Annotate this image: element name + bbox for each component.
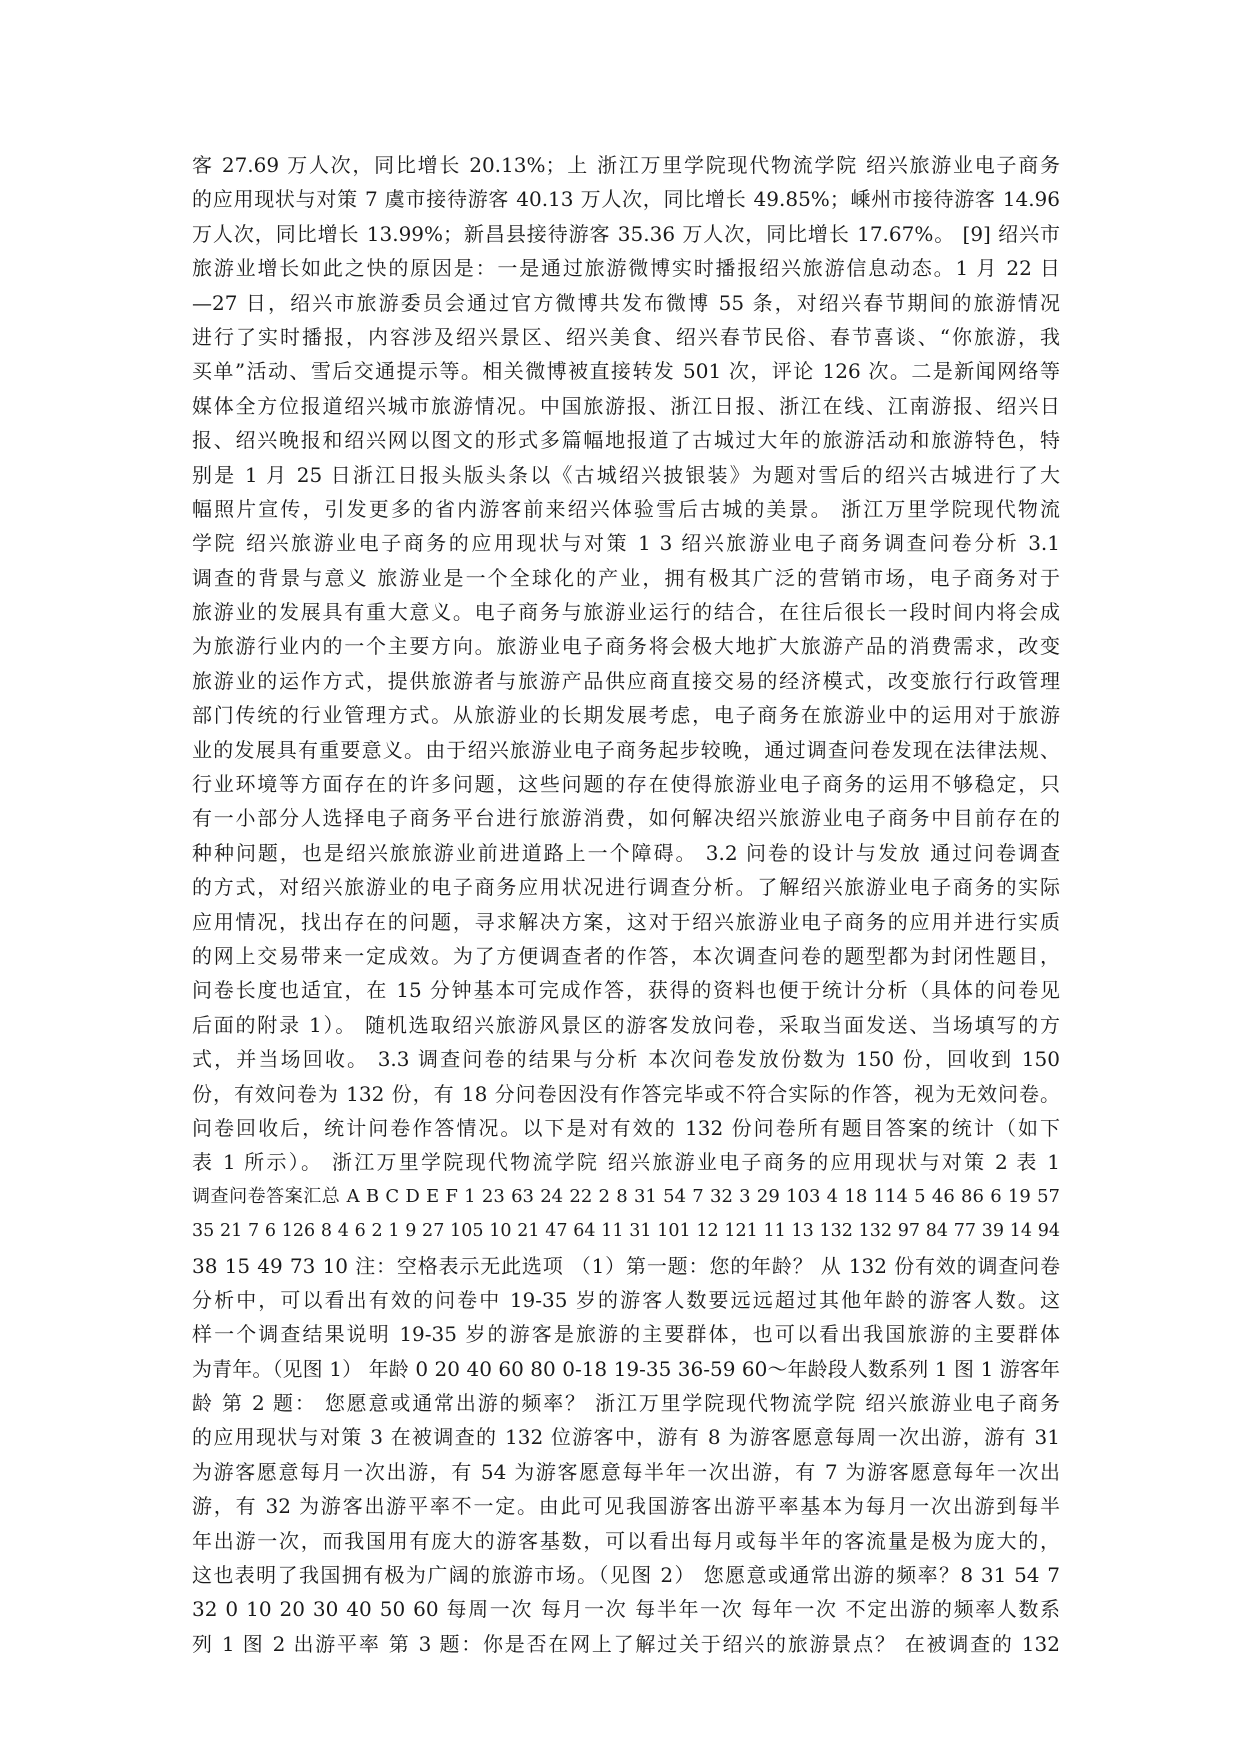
text-line: 旅游业的运作方式，提供旅游者与旅游产品供应商直接交易的经济模式，改变旅行行政管理 — [192, 668, 1060, 693]
text-line: 幅照片宣传，引发更多的省内游客前来绍兴体验雪后古城的美景。 浙江万里学院现代物流 — [192, 496, 1060, 521]
text-line: 游，有 32 为游客出游平率不一定。由此可见我国游客出游平率基本为每月一次出游到每半 — [192, 1494, 1060, 1519]
text-line: 后面的附录 1）。 随机选取绍兴旅游风景区的游客发放问卷，采取当面发送、当场填写的方 — [192, 1012, 1060, 1037]
text-line: 有一小部分人选择电子商务平台进行旅游消费，如何解决绍兴旅游业电子商务中目前存在的 — [192, 806, 1060, 831]
text-line: 的网上交易带来一定成效。为了方便调查者的作答，本次调查问卷的题型都为封闭性题目， — [192, 943, 1060, 968]
text-line: 客 27.69 万人次，同比增长 20.13%；上 浙江万里学院现代物流学院 绍兴旅游业电子商务 — [192, 153, 1060, 177]
body-text — [192, 148, 1060, 1661]
text-line: 年出游一次，而我国用有庞大的游客基数，可以看出每月或每半年的客流量是极为庞大的， — [192, 1528, 1060, 1553]
text-line: 应用情况，找出存在的问题，寻求解决方案，这对于绍兴旅游业电子商务的应用并进行实质 — [192, 909, 1060, 934]
text-line: 的方式，对绍兴旅游业的电子商务应用状况进行调查分析。了解绍兴旅游业电子商务的实际 — [192, 875, 1060, 900]
text-line: 份，有效问卷为 132 份，有 18 分问卷因没有作答完毕或不符合实际的作答，视为无效问卷。 — [192, 1081, 1060, 1106]
text-line: 进行了实时播报，内容涉及绍兴景区、绍兴美食、绍兴春节民俗、春节喜谈、“你旅游，我 — [192, 324, 1060, 349]
text-line: 调查的背景与意义 旅游业是一个全球化的产业，拥有极其广泛的营销市场，电子商务对于 — [192, 565, 1060, 590]
text-line: 35 21 7 6 126 8 4 6 2 1 9 27 105 10 21 47 64 11 31 101 12 121 11 13 132 132 97 84 77 39 14 94 — [192, 1221, 1060, 1242]
text-line: 表 1 所示）。 浙江万里学院现代物流学院 绍兴旅游业电子商务的应用现状与对策 2 表 1 — [192, 1150, 1060, 1175]
text-line: 媒体全方位报道绍兴城市旅游情况。中国旅游报、浙江日报、浙江在线、江南游报、绍兴日 — [192, 393, 1060, 418]
text-line: 万人次，同比增长 13.99%；新昌县接待游客 35.36 万人次，同比增长 17.67%。 [9] 绍兴市 — [192, 221, 1060, 246]
text-line: 种种问题，也是绍兴旅旅游业前进道路上一个障碍。 3.2 问卷的设计与发放 通过问卷调查 — [192, 840, 1060, 865]
text-line: 报、绍兴晚报和绍兴网以图文的形式多篇幅地报道了古城过大年的旅游活动和旅游特色，特 — [192, 428, 1060, 453]
text-line: 龄 第 2 题： 您愿意或通常出游的频率？ 浙江万里学院现代物流学院 绍兴旅游业电子商务 — [192, 1391, 1060, 1416]
text-line: 问卷长度也适宜，在 15 分钟基本可完成作答，获得的资料也便于统计分析（具体的问卷见 — [192, 978, 1060, 1003]
text-line: 调查问卷答案汇总 A B C D E F 1 23 63 24 22 2 8 31 54 7 32 3 29 103 4 18 114 5 46 86 6 19 57 — [192, 1185, 1060, 1207]
text-line: —27 日，绍兴市旅游委员会通过官方微博共发布微博 55 条，对绍兴春节期间的旅游情况 — [192, 290, 1060, 315]
text-line: 样一个调查结果说明 19-35 岁的游客是旅游的主要群体，也可以看出我国旅游的主要群体 — [192, 1322, 1060, 1347]
text-line: 的应用现状与对策 7 虞市接待游客 40.13 万人次，同比增长 49.85%；嵊州市接待游客 14.96 — [192, 187, 1060, 212]
text-line: 分析中，可以看出有效的问卷中 19-35 岁的游客人数要远远超过其他年龄的游客人数。这 — [192, 1287, 1060, 1312]
text-line: 式，并当场回收。 3.3 调查问卷的结果与分析 本次问卷发放份数为 150 份，回收到 150 — [192, 1047, 1060, 1072]
text-line: 问卷回收后，统计问卷作答情况。以下是对有效的 132 份问卷所有题目答案的统计（如下 — [192, 1115, 1060, 1140]
text-line: 的应用现状与对策 3 在被调查的 132 位游客中，游有 8 为游客愿意每周一次出游，游有 31 — [192, 1425, 1060, 1450]
text-line: 32 0 10 20 30 40 50 60 每周一次 每月一次 每半年一次 每年一次 不定出游的频率人数系 — [192, 1597, 1060, 1622]
text-line: 学院 绍兴旅游业电子商务的应用现状与对策 1 3 绍兴旅游业电子商务调查问卷分析 3.1 — [192, 531, 1060, 556]
text-line: 旅游业增长如此之快的原因是：一是通过旅游微博实时播报绍兴旅游信息动态。1 月 22 日 — [192, 256, 1060, 281]
text-line: 别是 1 月 25 日浙江日报头版头条以《古城绍兴披银装》为题对雪后的绍兴古城进行了大 — [192, 462, 1060, 487]
text-line: 为青年。（见图 1） 年龄 0 20 40 60 80 0-18 19-35 36-59 60～年龄段人数系列 1 图 1 游客年 — [192, 1356, 1060, 1381]
text-line: 为游客愿意每月一次出游，有 54 为游客愿意每半年一次出游，有 7 为游客愿意每年一次出 — [192, 1459, 1060, 1484]
text-line: 列 1 图 2 出游平率 第 3 题：你是否在网上了解过关于绍兴的旅游景点？ 在被调查的 132 — [192, 1631, 1060, 1656]
text-line: 业的发展具有重要意义。由于绍兴旅游业电子商务起步较晚，通过调查问卷发现在法律法规、 — [192, 737, 1060, 762]
text-line: 旅游业的发展具有重大意义。电子商务与旅游业运行的结合，在往后很长一段时间内将会成 — [192, 600, 1060, 625]
text-line: 这也表明了我国拥有极为广阔的旅游市场。（见图 2） 您愿意或通常出游的频率？8 31 54 7 — [192, 1563, 1060, 1588]
text-line: 买单”活动、雪后交通提示等。相关微博被直接转发 501 次，评论 126 次。二是新闻网络等 — [192, 359, 1060, 384]
text-line: 行业环境等方面存在的许多问题，这些问题的存在使得旅游业电子商务的运用不够稳定，只 — [192, 772, 1060, 797]
text-line: 部门传统的行业管理方式。从旅游业的长期发展考虑，电子商务在旅游业中的运用对于旅游 — [192, 703, 1060, 728]
text-line: 38 15 49 73 10 注：空格表示无此选项 （1）第一题：您的年龄？ 从 132 份有效的调查问卷 — [192, 1253, 1060, 1278]
text-line: 为旅游行业内的一个主要方向。旅游业电子商务将会极大地扩大旅游产品的消费需求，改变 — [192, 634, 1060, 659]
